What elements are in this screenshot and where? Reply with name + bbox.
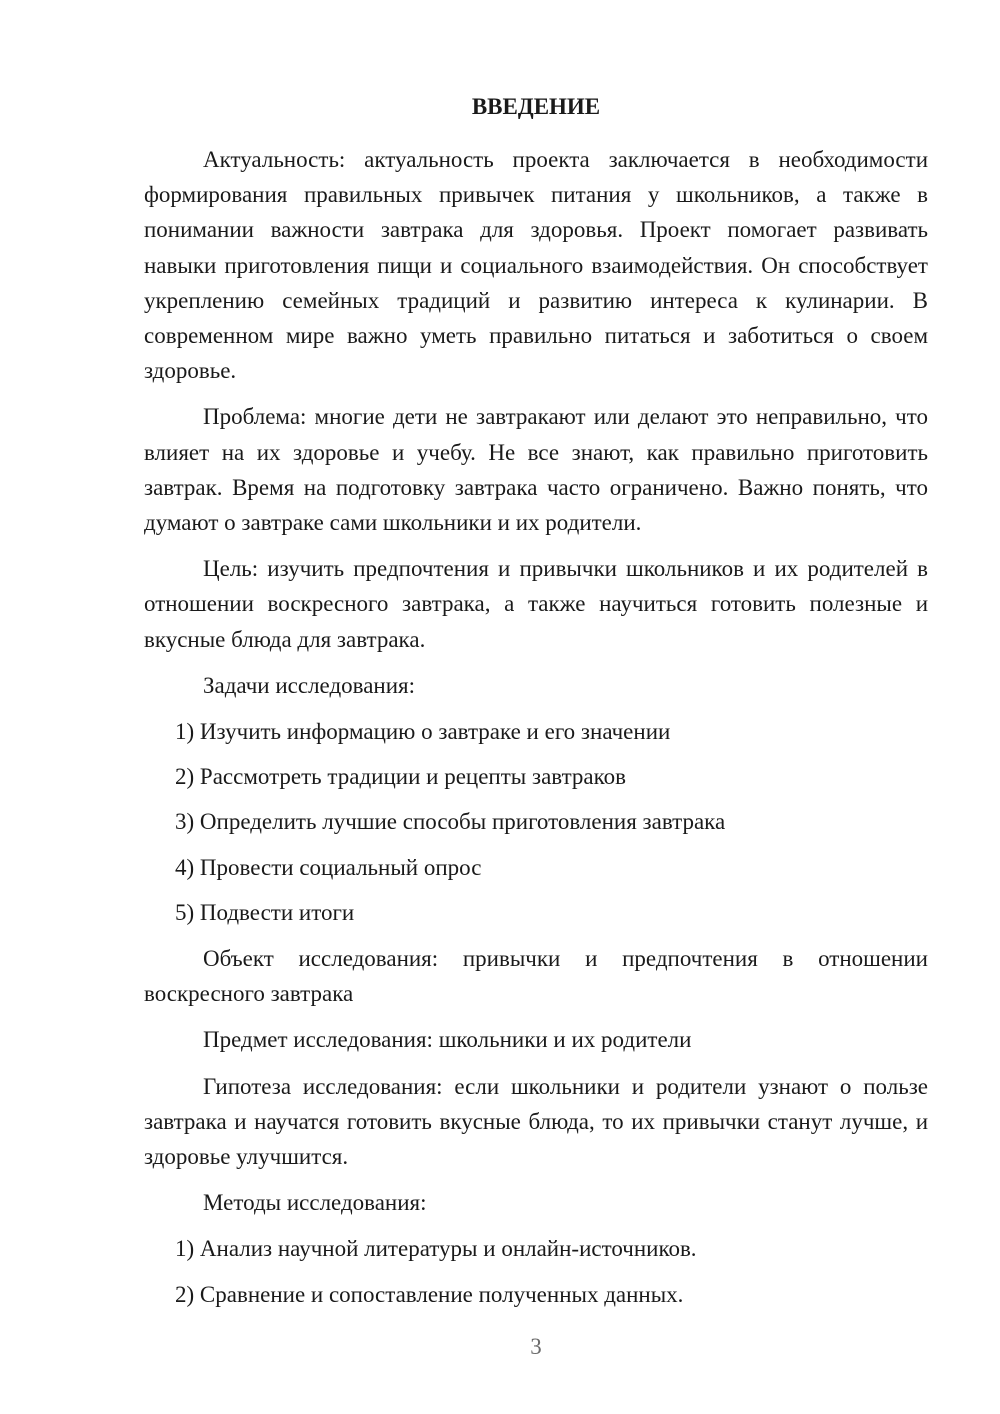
list-item: 2) Сравнение и сопоставление полученных данных. — [175, 1281, 684, 1307]
section-title: ВВЕДЕНИЕ — [471, 94, 601, 119]
list-item: 5) Подвести итоги — [175, 899, 355, 925]
tasks-list — [144, 714, 928, 930]
list-item: 3) Определить лучшие способы приготовления завтрака — [175, 809, 726, 835]
problem-paragraph: Проблема: многие дети не завтракают или делают это неправильно, что влияет на их здоровье и учебу. Не все знают, как правильно приготовить завтрак. Время на подготовку завтрака часто ограничено. Важно понять, что думают о завтраке сами школьники и их родители. — [144, 404, 928, 536]
object-paragraph: Объект исследования: привычки и предпочтения в отношении воскресного завтрака — [144, 946, 928, 1007]
list-item: 2) Рассмотреть традиции и рецепты завтраков — [175, 764, 626, 790]
list-item: 1) Анализ научной литературы и онлайн-источников. — [175, 1236, 697, 1262]
page-number: 3 — [530, 1334, 542, 1359]
tasks-heading: Задачи исследования: — [203, 672, 416, 698]
list-item: 4) Провести социальный опрос — [175, 854, 482, 880]
list-item: 1) Изучить информацию о завтраке и его значении — [175, 719, 671, 745]
methods-heading: Методы исследования: — [203, 1190, 427, 1216]
methods-list — [144, 1231, 928, 1311]
hypothesis-paragraph: Гипотеза исследования: если школьники и родители узнают о пользе завтрака и научатся готовить вкусные блюда, то их привычки станут лучше, и здоровье улучшится. — [144, 1073, 928, 1170]
relevance-paragraph: Актуальность: актуальность проекта заключается в необходимости формирования правильных привычек питания у школьников, а также в понимании важности завтрака для здоровья. Проект помогает развивать навыки приготовления пищи и социального взаимодействия. Он способствует укреплению семейных традиций и развитию интереса к кулинарии. В современном мире важно уметь правильно питаться и заботиться о своем здоровье. — [144, 147, 928, 384]
goal-paragraph: Цель: изучить предпочтения и привычки школьников и их родителей в отношении воскресного завтрака, а также научиться готовить полезные и вкусные блюда для завтрака. — [144, 556, 928, 652]
document-page — [144, 92, 928, 1323]
subject-paragraph: Предмет исследования: школьники и их родители — [203, 1027, 692, 1053]
